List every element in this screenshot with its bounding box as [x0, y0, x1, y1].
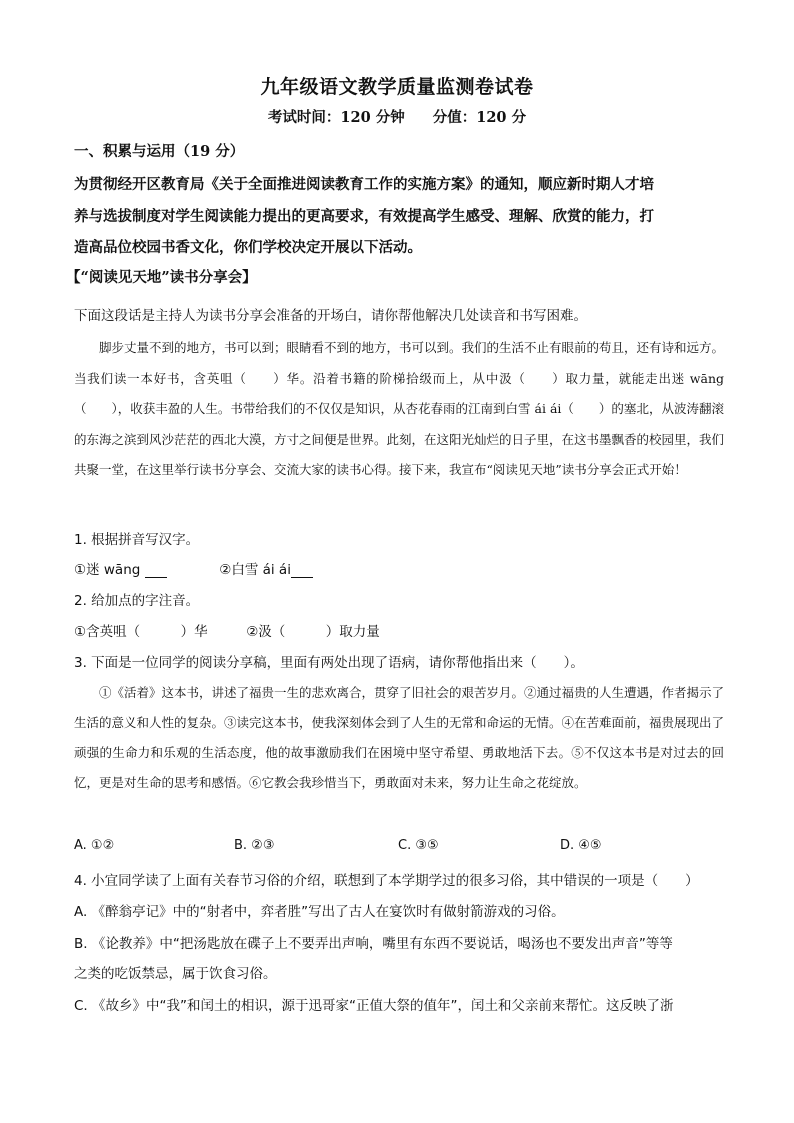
section-heading: 一、积累与运用（19 分） — [74, 143, 245, 160]
q2-item-1: ①含英咀（ ）华 — [74, 624, 208, 640]
question-3: 3. 下面是一位同学的阅读分享稿，里面有两处出现了语病，请你帮他指出来（ ）。 — [74, 655, 584, 671]
q4-option-b-line-1[interactable]: B. 《论教养》中“把汤匙放在碟子上不要弄出声响，嘴里有东西不要说话，喝汤也不要发出声音”等等 — [74, 936, 673, 952]
question-1: 1. 根据拼音写汉字。 — [74, 532, 200, 548]
q3-option-d[interactable]: D. ④⑤ — [560, 838, 602, 853]
q3-passage-text: ①《活着》这本书，讲述了福贵一生的悲欢离合，贯穿了旧社会的艰苦岁月。②通过福贵的人生遭遇，作者揭示了生活的意义和人性的复杂。③读完这本书，使我深刻体会到了人生的无常和命运的无情。④在苦难面前，福贵展现出了顽强的生命力和乐观的生活态度，他的故事激励我们在困境中坚守希望、勇敢地活下去。⑤不仅这本书是对过去的回忆，更是对生命的思考和感悟。⑥它教会我珍惜当下，勇敢面对未来，努力让生命之花绽放。 — [74, 685, 725, 790]
q1-item-1: ①迷 wāng — [74, 562, 145, 578]
exam-title: 九年级语文教学质量监测卷试卷 — [260, 76, 534, 98]
task-instruction: 下面这段话是主持人为读书分享会准备的开场白，请你帮他解决几处读音和书写困难。 — [74, 308, 587, 324]
question-2: 2. 给加点的字注音。 — [74, 593, 200, 609]
passage-text: 脚步丈量不到的地方，书可以到；眼睛看不到的地方，书可以到。我们的生活不止有眼前的苟且，还有诗和远方。当我们读一本好书，含英咀（ ）华。沿着书籍的阶梯拾级而上，从中汲（ ）取力量，就能走出迷 wāng（ ），收获丰盈的人生。书带给我们的不仅仅是知识，从杏花春雨的江南到白雪 ái ái（ ）的塞北，从波涛翻滚的东海之滨到风沙茫茫的西北大漠，方寸之间便是世界。此刻，在这阳光灿烂的日子里，在这书墨飘香的校园里，我们共聚一堂，在这里举行读书分享会、交流大家的读书心得。接下来，我宣布“阅读见天地”读书分享会正式开始！ — [74, 340, 725, 477]
intro-line-3: 造高品位校园书香文化，你们学校决定开展以下活动。 — [74, 239, 422, 256]
intro-line-1: 为贯彻经开区教育局《关于全面推进阅读教育工作的实施方案》的通知，顺应新时期人才培 — [74, 176, 654, 193]
q3-option-a[interactable]: A. ①② — [74, 838, 115, 853]
exam-info — [0, 106, 794, 127]
q3-passage — [74, 678, 724, 798]
exam-time: 考试时间：120 分钟 — [267, 109, 405, 126]
question-2-items — [74, 620, 734, 640]
q3-options — [74, 838, 734, 856]
question-4: 4. 小宜同学读了上面有关春节习俗的介绍，联想到了本学期学过的很多习俗，其中错误的一项是（ ） — [74, 873, 699, 889]
activity-heading: 【“阅读见天地”读书分享会】 — [66, 269, 257, 286]
q1-blank-2[interactable] — [291, 563, 313, 578]
intro-line-2: 养与选拔制度对学生阅读能力提出的更高要求，有效提高学生感受、理解、欣赏的能力，打 — [74, 208, 654, 225]
exam-score: 分值：120 分 — [432, 109, 527, 126]
reading-passage — [74, 333, 724, 486]
q1-blank-1[interactable] — [145, 563, 167, 578]
q3-option-c[interactable]: C. ③⑤ — [398, 838, 439, 853]
q1-item-2: ②白雪 ái ái — [219, 562, 291, 578]
q4-option-b-line-2[interactable]: 之类的吃饭禁忌，属于饮食习俗。 — [74, 966, 277, 982]
q2-item-2: ②汲（ ）取力量 — [246, 624, 380, 640]
q4-option-c[interactable]: C. 《故乡》中“我”和闰土的相识，源于迅哥家“正值大祭的值年”，闰土和父亲前来帮忙。这反映了浙 — [74, 998, 674, 1014]
q3-option-b[interactable]: B. ②③ — [234, 838, 275, 853]
q4-option-a[interactable]: A. 《醉翁亭记》中的“射者中，弈者胜”写出了古人在宴饮时有做射箭游戏的习俗。 — [74, 904, 565, 920]
question-1-items — [74, 558, 734, 578]
